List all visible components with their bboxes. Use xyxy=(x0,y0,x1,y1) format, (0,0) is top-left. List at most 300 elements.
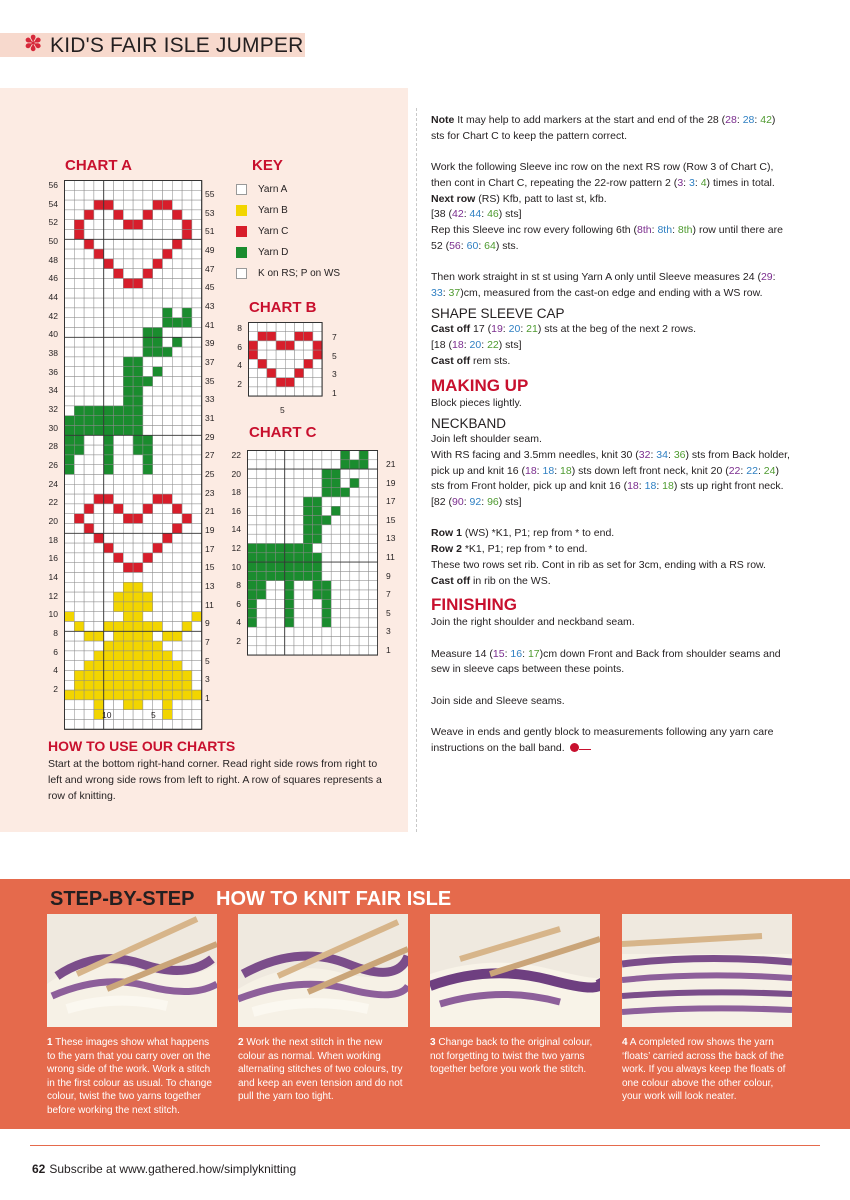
row-number: 8 xyxy=(237,323,242,333)
chart-stitch xyxy=(133,426,143,436)
chart-stitch xyxy=(133,465,143,475)
chart-stitch xyxy=(163,210,173,220)
chart-stitch xyxy=(143,573,153,583)
chart-stitch xyxy=(84,220,94,230)
chart-stitch xyxy=(163,465,173,475)
chart-stitch xyxy=(133,563,143,573)
chart-stitch xyxy=(94,524,104,534)
chart-stitch xyxy=(114,582,124,592)
page-number: 62 xyxy=(32,1162,46,1176)
key-label: Yarn B xyxy=(258,205,288,216)
size-value: 42 xyxy=(760,114,772,126)
chart-stitch xyxy=(258,387,267,396)
text-run: [38 ( xyxy=(431,208,453,221)
chart-stitch xyxy=(294,516,303,525)
chart-stitch xyxy=(192,543,202,553)
chart-stitch xyxy=(133,210,143,220)
chart-stitch xyxy=(153,337,163,347)
chart-stitch xyxy=(257,599,266,608)
text-run: : xyxy=(460,239,467,252)
chart-stitch xyxy=(114,230,124,240)
chart-stitch xyxy=(182,612,192,622)
chart-stitch xyxy=(74,484,84,494)
chart-stitch xyxy=(266,627,275,636)
chart-stitch xyxy=(74,181,84,191)
chart-stitch xyxy=(368,637,377,646)
chart-stitch xyxy=(294,581,303,590)
chart-stitch xyxy=(341,506,350,515)
chart-stitch xyxy=(104,553,114,563)
chart-stitch xyxy=(84,435,94,445)
chart-stitch xyxy=(192,239,202,249)
chart-stitch xyxy=(74,631,84,641)
chart-stitch xyxy=(172,259,182,269)
chart-stitch xyxy=(163,357,173,367)
chart-stitch xyxy=(313,562,322,571)
chart-stitch xyxy=(65,249,75,259)
chart-stitch xyxy=(368,451,377,460)
chart-stitch xyxy=(192,524,202,534)
chart-stitch xyxy=(153,484,163,494)
chart-stitch xyxy=(192,357,202,367)
text-run: : xyxy=(736,114,743,126)
chart-stitch xyxy=(368,497,377,506)
chart-stitch xyxy=(275,609,284,618)
chart-stitch xyxy=(359,469,368,478)
row-number: 27 xyxy=(205,450,215,461)
chart-stitch xyxy=(331,534,340,543)
chart-stitch xyxy=(350,451,359,460)
chart-stitch xyxy=(294,451,303,460)
chart-stitch xyxy=(368,646,377,655)
chart-stitch xyxy=(182,504,192,514)
chart-stitch xyxy=(65,533,75,543)
chart-stitch xyxy=(192,318,202,328)
size-value: 29 xyxy=(760,271,773,283)
chart-stitch xyxy=(65,553,75,563)
chart-stitch xyxy=(123,426,133,436)
chart-stitch xyxy=(285,581,294,590)
chart-stitch xyxy=(94,210,104,220)
chart-stitch xyxy=(94,720,104,730)
chart-stitch xyxy=(304,332,313,341)
chart-stitch xyxy=(114,592,124,602)
chart-stitch xyxy=(257,553,266,562)
chart-stitch xyxy=(350,553,359,562)
chart-stitch xyxy=(65,573,75,583)
chart-stitch xyxy=(143,230,153,240)
chart-stitch xyxy=(133,602,143,612)
chart-stitch xyxy=(65,514,75,524)
chart-stitch xyxy=(163,279,173,289)
chart-stitch xyxy=(84,690,94,700)
chart-stitch xyxy=(153,220,163,230)
chart-stitch xyxy=(114,328,124,338)
chart-stitch xyxy=(368,460,377,469)
page-title: KID'S FAIR ISLE JUMPER xyxy=(50,34,304,57)
chart-stitch xyxy=(123,269,133,279)
chart-stitch xyxy=(74,602,84,612)
chart-stitch xyxy=(163,396,173,406)
chart-stitch xyxy=(192,435,202,445)
row-number: 30 xyxy=(48,422,58,433)
chart-stitch xyxy=(153,690,163,700)
chart-stitch xyxy=(172,416,182,426)
chart-stitch xyxy=(114,386,124,396)
chart-stitch xyxy=(143,416,153,426)
chart-stitch xyxy=(94,249,104,259)
chart-stitch xyxy=(182,181,192,191)
chart-stitch xyxy=(267,369,276,378)
row-number: 26 xyxy=(48,460,58,471)
cast-off-label: Cast off xyxy=(431,354,471,367)
chart-stitch xyxy=(267,350,276,359)
chart-stitch xyxy=(153,416,163,426)
chart-stitch xyxy=(182,396,192,406)
chart-stitch xyxy=(123,514,133,524)
chart-stitch xyxy=(331,516,340,525)
chart-stitch xyxy=(65,200,75,210)
chart-stitch xyxy=(65,190,75,200)
chart-stitch xyxy=(143,279,153,289)
chart-stitch xyxy=(65,680,75,690)
chart-stitch xyxy=(248,562,257,571)
chart-stitch xyxy=(359,627,368,636)
chart-stitch xyxy=(104,249,114,259)
chart-stitch xyxy=(248,581,257,590)
text-run: : xyxy=(683,176,689,189)
chart-stitch xyxy=(322,544,331,553)
chart-stitch xyxy=(153,210,163,220)
chart-stitch xyxy=(266,571,275,580)
chart-stitch xyxy=(368,581,377,590)
chart-stitch xyxy=(123,230,133,240)
chart-stitch xyxy=(84,386,94,396)
chart-stitch xyxy=(133,367,143,377)
chart-stitch xyxy=(295,323,304,332)
chart-stitch xyxy=(104,592,114,602)
chart-stitch xyxy=(248,478,257,487)
chart-stitch xyxy=(84,573,94,583)
chart-stitch xyxy=(133,239,143,249)
text-run: : xyxy=(478,239,485,252)
chart-stitch xyxy=(104,700,114,710)
chart-stitch xyxy=(248,599,257,608)
chart-stitch xyxy=(182,494,192,504)
chart-stitch xyxy=(285,534,294,543)
chart-stitch xyxy=(163,504,173,514)
chart-stitch xyxy=(172,484,182,494)
chart-stitch xyxy=(133,612,143,622)
chart-stitch xyxy=(331,637,340,646)
chart-stitch xyxy=(153,200,163,210)
chart-stitch xyxy=(94,475,104,485)
chart-stitch xyxy=(313,488,322,497)
chart-stitch xyxy=(153,680,163,690)
chart-stitch xyxy=(74,651,84,661)
chart-stitch xyxy=(313,525,322,534)
chart-stitch xyxy=(285,359,294,368)
chart-stitch xyxy=(182,573,192,583)
chart-stitch xyxy=(65,426,75,436)
chart-stitch xyxy=(182,465,192,475)
column-divider xyxy=(416,108,417,832)
chart-stitch xyxy=(74,700,84,710)
chart-stitch xyxy=(331,544,340,553)
chart-stitch xyxy=(123,661,133,671)
chart-stitch xyxy=(123,367,133,377)
chart-stitch xyxy=(74,710,84,720)
size-value: 60 xyxy=(466,239,479,252)
chart-stitch xyxy=(153,524,163,534)
chart-stitch xyxy=(114,553,124,563)
chart-stitch xyxy=(74,573,84,583)
chart-stitch xyxy=(359,525,368,534)
chart-stitch xyxy=(94,592,104,602)
chart-stitch xyxy=(123,543,133,553)
chart-stitch xyxy=(133,416,143,426)
chart-stitch xyxy=(359,609,368,618)
chart-stitch xyxy=(143,465,153,475)
chart-stitch xyxy=(123,386,133,396)
stitch-count-2 xyxy=(431,338,791,354)
chart-stitch xyxy=(94,357,104,367)
chart-stitch xyxy=(163,288,173,298)
chart-stitch xyxy=(368,609,377,618)
chart-stitch xyxy=(350,562,359,571)
chart-stitch xyxy=(133,582,143,592)
chart-stitch xyxy=(153,641,163,651)
chart-stitch xyxy=(331,618,340,627)
chart-stitch xyxy=(65,308,75,318)
chart-stitch xyxy=(153,328,163,338)
chart-stitch xyxy=(74,337,84,347)
text-run: Measure 14 ( xyxy=(431,647,493,660)
chart-stitch xyxy=(368,478,377,487)
chart-stitch xyxy=(94,318,104,328)
row-1-label: Row 1 xyxy=(431,527,462,540)
chart-stitch xyxy=(192,308,202,318)
chart-stitch xyxy=(65,230,75,240)
row-number: 11 xyxy=(205,599,214,610)
chart-stitch xyxy=(304,369,313,378)
chart-stitch xyxy=(249,387,258,396)
chart-stitch xyxy=(153,377,163,387)
chart-stitch xyxy=(359,451,368,460)
chart-stitch xyxy=(350,627,359,636)
chart-stitch xyxy=(313,451,322,460)
chart-stitch xyxy=(172,631,182,641)
chart-stitch xyxy=(294,562,303,571)
chart-stitch xyxy=(249,323,258,332)
chart-stitch xyxy=(285,553,294,562)
chart-stitch xyxy=(341,497,350,506)
chart-stitch xyxy=(143,357,153,367)
chart-stitch xyxy=(133,200,143,210)
chart-stitch xyxy=(192,631,202,641)
chart-stitch xyxy=(182,524,192,534)
row-number: 51 xyxy=(205,226,215,237)
chart-stitch xyxy=(143,259,153,269)
row-number: 53 xyxy=(205,207,215,218)
chart-stitch xyxy=(322,525,331,534)
chart-stitch xyxy=(153,445,163,455)
chart-stitch xyxy=(123,190,133,200)
text-run: : xyxy=(757,464,764,477)
size-value: 37 xyxy=(448,286,461,299)
chart-stitch xyxy=(172,602,182,612)
chart-stitch xyxy=(94,465,104,475)
chart-stitch xyxy=(359,478,368,487)
chart-stitch xyxy=(257,544,266,553)
chart-stitch xyxy=(94,279,104,289)
text-run: ) sts] xyxy=(498,496,522,509)
chart-stitch xyxy=(84,602,94,612)
chart-stitch xyxy=(114,602,124,612)
chart-stitch xyxy=(94,553,104,563)
row-number: 4 xyxy=(236,617,241,628)
chart-stitch xyxy=(163,700,173,710)
chart-stitch xyxy=(65,700,75,710)
shape-sleeve-cap-heading: SHAPE SLEEVE CAP xyxy=(431,306,565,322)
chart-stitch xyxy=(94,671,104,681)
row-number: 10 xyxy=(48,609,58,620)
chart-stitch xyxy=(172,210,182,220)
chart-stitch xyxy=(65,720,75,730)
chart-stitch xyxy=(153,671,163,681)
chart-stitch xyxy=(172,279,182,289)
text-run: : xyxy=(772,271,776,283)
chart-stitch xyxy=(313,627,322,636)
chart-stitch xyxy=(74,396,84,406)
row-number: 22 xyxy=(48,497,58,508)
chart-stitch xyxy=(192,288,202,298)
chart-stitch xyxy=(341,571,350,580)
chart-stitch xyxy=(322,599,331,608)
step-2-caption: Work the next stitch in the new colour as normal. When working alternating stitches of two colours, try and keep an even tension and do not pull the yarn too tight. xyxy=(238,1037,403,1102)
chart-stitch xyxy=(313,553,322,562)
chart-stitch xyxy=(74,553,84,563)
chart-stitch xyxy=(248,590,257,599)
chart-stitch xyxy=(182,259,192,269)
sleeve-inc-paragraph xyxy=(431,160,791,191)
chart-stitch xyxy=(84,200,94,210)
chart-stitch xyxy=(248,469,257,478)
chart-stitch xyxy=(123,680,133,690)
chart-stitch xyxy=(192,259,202,269)
chart-stitch xyxy=(266,497,275,506)
chart-stitch xyxy=(313,590,322,599)
row-number: 20 xyxy=(231,468,241,479)
chart-stitch xyxy=(94,406,104,416)
chart-stitch xyxy=(153,465,163,475)
chart-stitch xyxy=(104,465,114,475)
chart-stitch xyxy=(248,534,257,543)
chart-stitch xyxy=(172,357,182,367)
chart-stitch xyxy=(341,637,350,646)
chart-stitch xyxy=(192,573,202,583)
chart-stitch xyxy=(182,622,192,632)
chart-stitch xyxy=(104,661,114,671)
chart-stitch xyxy=(123,710,133,720)
chart-stitch xyxy=(123,641,133,651)
chart-stitch xyxy=(153,661,163,671)
size-value: 44 xyxy=(469,208,482,221)
row-number: 14 xyxy=(48,572,58,583)
chart-stitch xyxy=(104,190,114,200)
text-run: : xyxy=(520,323,527,336)
chart-stitch xyxy=(304,378,313,387)
chart-stitch xyxy=(275,534,284,543)
chart-stitch xyxy=(172,641,182,651)
chart-stitch xyxy=(65,298,75,308)
chart-stitch xyxy=(84,641,94,651)
row-number: 5 xyxy=(332,350,337,361)
size-value: 8th xyxy=(637,223,652,236)
chart-stitch xyxy=(123,308,133,318)
row-number: 50 xyxy=(48,236,58,246)
chart-stitch xyxy=(359,599,368,608)
chart-stitch xyxy=(266,488,275,497)
chart-stitch xyxy=(114,573,124,583)
chart-stitch xyxy=(350,599,359,608)
chart-stitch xyxy=(350,469,359,478)
chart-stitch xyxy=(163,710,173,720)
chart-stitch xyxy=(322,497,331,506)
chart-stitch xyxy=(192,386,202,396)
chart-stitch xyxy=(84,279,94,289)
chart-stitch xyxy=(114,543,124,553)
chart-stitch xyxy=(163,524,173,534)
chart-stitch xyxy=(294,599,303,608)
chart-stitch xyxy=(359,590,368,599)
chart-stitch xyxy=(74,612,84,622)
chart-stitch xyxy=(163,592,173,602)
chart-stitch xyxy=(248,646,257,655)
note-text xyxy=(431,114,775,142)
chart-stitch xyxy=(143,386,153,396)
chart-stitch xyxy=(182,249,192,259)
chart-stitch xyxy=(192,455,202,465)
step-1-photo xyxy=(47,914,217,1027)
chart-stitch xyxy=(331,646,340,655)
size-value: 42 xyxy=(452,208,464,221)
chart-stitch xyxy=(303,562,312,571)
chart-stitch xyxy=(65,563,75,573)
subscribe-link[interactable]: Subscribe at www.gathered.how/simplyknitting xyxy=(49,1162,297,1176)
chart-stitch xyxy=(143,298,153,308)
chart-stitch xyxy=(192,396,202,406)
chart-stitch xyxy=(163,377,173,387)
text-run: Then work straight in st st using Yarn A only until Sleeve measures 24 ( xyxy=(431,271,761,283)
chart-stitch xyxy=(192,622,202,632)
size-value: 90 xyxy=(452,496,464,509)
chart-stitch xyxy=(163,543,173,553)
chart-stitch xyxy=(94,631,104,641)
chart-stitch xyxy=(182,563,192,573)
chart-stitch xyxy=(368,571,377,580)
chart-stitch xyxy=(368,488,377,497)
chart-stitch xyxy=(74,641,84,651)
chart-stitch xyxy=(143,337,153,347)
chart-stitch xyxy=(294,534,303,543)
chart-stitch xyxy=(172,504,182,514)
chart-stitch xyxy=(84,671,94,681)
chart-stitch xyxy=(257,571,266,580)
chart-stitch xyxy=(163,347,173,357)
chart-stitch xyxy=(257,609,266,618)
chart-stitch xyxy=(172,494,182,504)
